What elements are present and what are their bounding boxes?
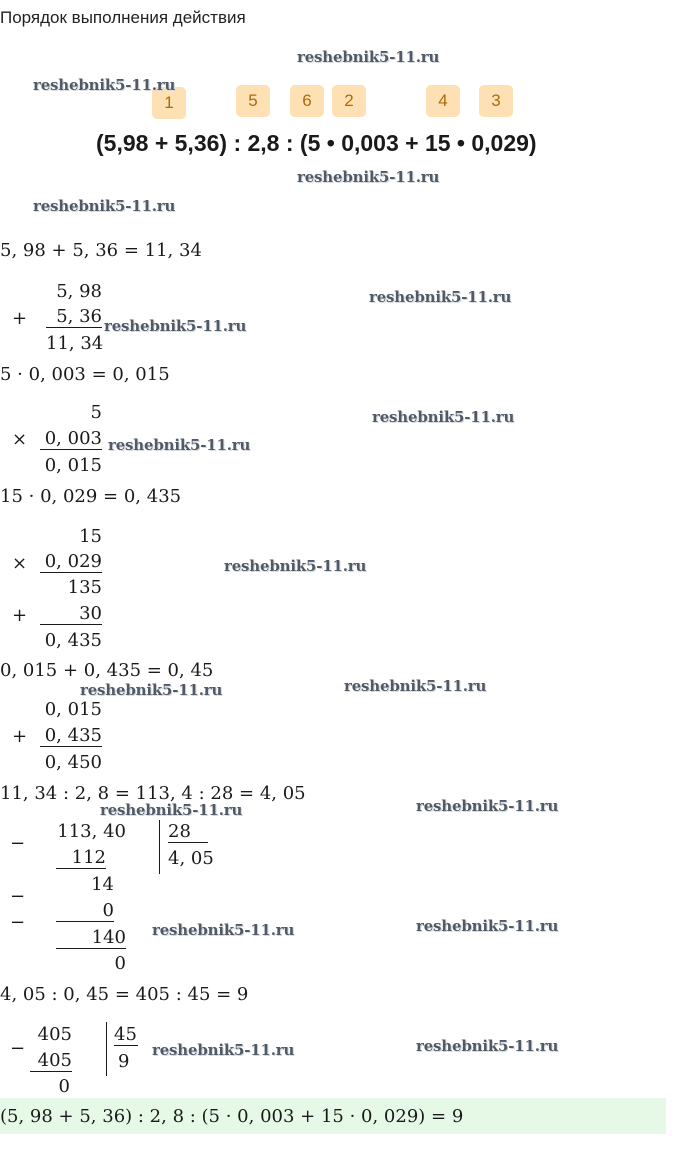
step1-equation: 5, 98 + 5, 36 = 11, 34 bbox=[0, 240, 202, 261]
watermark-text: reshebnik5-11.ru bbox=[80, 681, 223, 699]
order-badge: 5 bbox=[236, 85, 270, 117]
watermark-text: reshebnik5-11.ru bbox=[152, 1041, 295, 1059]
step5-remainder-2: 140 bbox=[56, 927, 126, 949]
step3-operator-multiply: × bbox=[12, 553, 28, 574]
step3-factor-a: 15 bbox=[79, 526, 102, 547]
step5-subtrahend-2: 0 bbox=[56, 900, 114, 922]
step6-division-bar bbox=[106, 1022, 107, 1076]
step5-equation: 11, 34 : 2, 8 = 113, 4 : 28 = 4, 05 bbox=[0, 783, 306, 804]
watermark-text: reshebnik5-11.ru bbox=[152, 921, 295, 939]
order-badge: 3 bbox=[479, 85, 513, 117]
step4-result: 0, 450 bbox=[44, 752, 102, 773]
step5-subtrahend-1: 112 bbox=[56, 847, 106, 869]
step6-equation: 4, 05 : 0, 45 = 405 : 45 = 9 bbox=[0, 984, 249, 1005]
watermark-text: reshebnik5-11.ru bbox=[297, 48, 440, 66]
step3-equation: 15 · 0, 029 = 0, 435 bbox=[0, 486, 182, 507]
watermark-text: reshebnik5-11.ru bbox=[416, 797, 559, 815]
watermark-text: reshebnik5-11.ru bbox=[369, 288, 512, 306]
section-title: Порядок выполнения действия bbox=[0, 8, 246, 27]
watermark-text: reshebnik5-11.ru bbox=[33, 76, 176, 94]
step4-equation: 0, 015 + 0, 435 = 0, 45 bbox=[0, 660, 214, 681]
order-badge: 4 bbox=[426, 85, 460, 117]
step2-operator: × bbox=[12, 429, 28, 450]
step6-minus-sign: − bbox=[10, 1038, 26, 1059]
watermark-text: reshebnik5-11.ru bbox=[100, 801, 243, 819]
step3-result: 0, 435 bbox=[44, 630, 102, 651]
step5-quotient: 4, 05 bbox=[168, 848, 214, 869]
step5-minus-sign: − bbox=[10, 833, 26, 854]
step6-remainder: 0 bbox=[58, 1076, 70, 1097]
main-expression: (5,98 + 5,36) : 2,8 : (5 • 0,003 + 15 • 0,029) bbox=[96, 130, 537, 156]
step1-result: 11, 34 bbox=[46, 333, 104, 354]
watermark-text: reshebnik5-11.ru bbox=[104, 317, 247, 335]
step1-addend-a: 5, 98 bbox=[56, 281, 102, 302]
step6-quotient: 9 bbox=[118, 1051, 130, 1072]
step3-operator-plus: + bbox=[12, 605, 28, 626]
step3-partial-1: 135 bbox=[67, 577, 102, 598]
step6-dividend: 405 bbox=[37, 1024, 72, 1045]
step4-addend-b: 0, 435 bbox=[40, 725, 102, 747]
step4-addend-a: 0, 015 bbox=[44, 699, 102, 720]
step3-partial-2: 30 bbox=[40, 603, 102, 625]
step3-factor-b: 0, 029 bbox=[40, 551, 102, 573]
step5-final-remainder: 0 bbox=[114, 953, 126, 974]
step4-operator: + bbox=[12, 726, 28, 747]
step2-factor-b: 0, 003 bbox=[40, 428, 102, 450]
watermark-text: reshebnik5-11.ru bbox=[33, 197, 176, 215]
order-badge: 1 bbox=[152, 87, 186, 119]
step2-result: 0, 015 bbox=[44, 455, 102, 476]
watermark-text: reshebnik5-11.ru bbox=[224, 557, 367, 575]
final-answer: (5, 98 + 5, 36) : 2, 8 : (5 · 0, 003 + 15 · 0, 029) = 9 bbox=[0, 1106, 464, 1127]
order-badge: 2 bbox=[332, 85, 366, 117]
watermark-text: reshebnik5-11.ru bbox=[344, 677, 487, 695]
watermark-text: reshebnik5-11.ru bbox=[416, 917, 559, 935]
step2-factor-a: 5 bbox=[90, 402, 102, 423]
watermark-text: reshebnik5-11.ru bbox=[108, 436, 251, 454]
step1-operator: + bbox=[12, 308, 28, 329]
step6-subtrahend: 405 bbox=[30, 1050, 72, 1072]
step1-addend-b: 5, 36 bbox=[46, 306, 102, 328]
step5-dividend: 113, 40 bbox=[57, 821, 126, 842]
step5-remainder-1: 14 bbox=[91, 874, 114, 895]
watermark-text: reshebnik5-11.ru bbox=[297, 168, 440, 186]
step5-minus-sign: − bbox=[10, 886, 26, 907]
order-badge: 6 bbox=[290, 85, 324, 117]
step2-equation: 5 · 0, 003 = 0, 015 bbox=[0, 364, 170, 385]
step5-divisor: 28 bbox=[168, 821, 208, 843]
watermark-text: reshebnik5-11.ru bbox=[372, 408, 515, 426]
step5-division-bar bbox=[159, 820, 160, 874]
watermark-text: reshebnik5-11.ru bbox=[416, 1037, 559, 1055]
step6-divisor: 45 bbox=[114, 1024, 137, 1045]
step5-minus-sign: − bbox=[10, 912, 26, 933]
